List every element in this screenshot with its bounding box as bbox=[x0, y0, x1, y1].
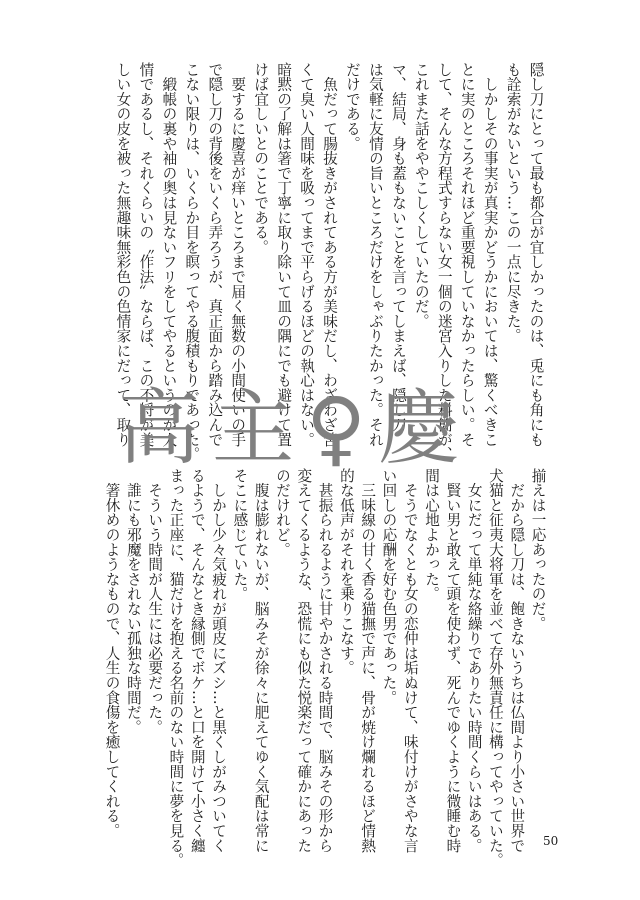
text-line: まった正座に、猫だけを抱える名前のない時間に夢を見る。 bbox=[167, 468, 185, 868]
text-line: い回しの応酬を好む色男であった。 bbox=[380, 468, 398, 705]
text-line: しかし少々気疲れが頭皮にズシ…と黒くしがみついてく bbox=[210, 468, 228, 853]
text-line: のだけれど。 bbox=[273, 468, 291, 557]
text-line: 情であるし、それくらいの〝作法〟ならば、この不埒が美 bbox=[137, 62, 155, 447]
text-line: 箸休めのようなもので、人生の食傷を癒してくれる。 bbox=[103, 468, 121, 838]
text-line: マ、結局、身も蓋もないことを言ってしまえば、隠し刀 bbox=[389, 62, 407, 432]
text-line: るようで、そんなとき縁側でボケ…と口を開けて小さく纏 bbox=[188, 468, 206, 853]
text-line: くて臭い人間味を吸ってまで平らげるほどの執心はない。 bbox=[298, 62, 316, 447]
text-line: して、そんな方程式すらない女一個の迷宮入りした料簡が、 bbox=[435, 62, 453, 462]
text-line: そういう時間が人生には必要だった。 bbox=[146, 468, 164, 735]
text-line: 女にだって単純な絡繰りでありたい時間くらいはある。 bbox=[465, 468, 483, 853]
text-line: そうでなくとも女の恋仲は垢ぬけて、味付けがさやな言 bbox=[401, 468, 419, 853]
text-line: 甚振られるように甘やかされる時間で、脳みその形から bbox=[316, 468, 334, 853]
text-line: 犬猫と征夷大将軍を並べて存外無責任に構ってやっていた。 bbox=[486, 468, 504, 868]
text-line: 三味線の甘く香る猫撫で声に、骨が焼け爛れるほど情熱 bbox=[359, 468, 377, 853]
text-line: 間は心地よかった。 bbox=[423, 468, 441, 602]
text-line: は気軽に友情の旨いところだけをしゃぶりたかった。それ bbox=[366, 62, 384, 447]
text-line: そこに感じていた。 bbox=[231, 468, 249, 602]
text-line: も詮索がないという…この一点に尽きた。 bbox=[504, 62, 522, 344]
text-line: 賢い男と敢えて頭を使わず、死んでゆくように微睡む時 bbox=[444, 468, 462, 853]
text-line: 緞帳の裏や袖の奥は見ないフリをしてやるというのが人 bbox=[160, 62, 178, 447]
text-line: 要するに慶喜が痒いところまで届く無数の小間使いの手 bbox=[229, 62, 247, 447]
text-line: とに実のところそれほど重要視していなかったらしい。そ bbox=[458, 62, 476, 447]
text-line: 腹は膨れないが、脳みそが徐々に肥えてゆく気配は常に bbox=[252, 468, 270, 853]
text-line: 誰にも邪魔をされない孤独な時間だ。 bbox=[124, 468, 142, 735]
text-line: で隠し刀の背後をいくら弄ろうが、真正面から踏み込んで bbox=[206, 62, 224, 447]
text-line: 変えてくるような、恐慌にも似た悦楽だって確かにあった bbox=[295, 468, 313, 853]
text-line: 魚だって腸抜きがされてある方が美味だし、わざわざ苦 bbox=[321, 62, 339, 447]
text-line: 的な低声がそれを乗りこなす。 bbox=[337, 468, 355, 676]
page-number: 50 bbox=[543, 834, 559, 848]
text-line: 隠し刀にとって最も都合が宜しかったのは、兎にも角にも bbox=[527, 62, 545, 447]
text-line: だから隠し刀は、飽きないうちは仏間より小さい世界で bbox=[508, 468, 526, 853]
title-stamp: 高主♀慶 bbox=[118, 381, 473, 476]
text-line: 暗黙の了解は箸で丁寧に取り除いて皿の隅にでも避けて置 bbox=[275, 62, 293, 447]
text-line: こない限りは、いくらか目を瞑ってやる腹積もりであった。 bbox=[183, 62, 201, 462]
text-line: だけである。 bbox=[343, 62, 361, 151]
text-line: しかしその事実が真実かどうかにおいては、驚くべきこ bbox=[481, 62, 499, 447]
text-line: これまた話をややこしくしていたのだ。 bbox=[412, 62, 430, 329]
text-line: けば宜しいとのことである。 bbox=[252, 62, 270, 255]
text-line: 揃えは一応あったのだ。 bbox=[529, 468, 547, 631]
text-line: しい女の皮を被った無趣味無彩色の色情家にだって、取り bbox=[114, 62, 132, 447]
